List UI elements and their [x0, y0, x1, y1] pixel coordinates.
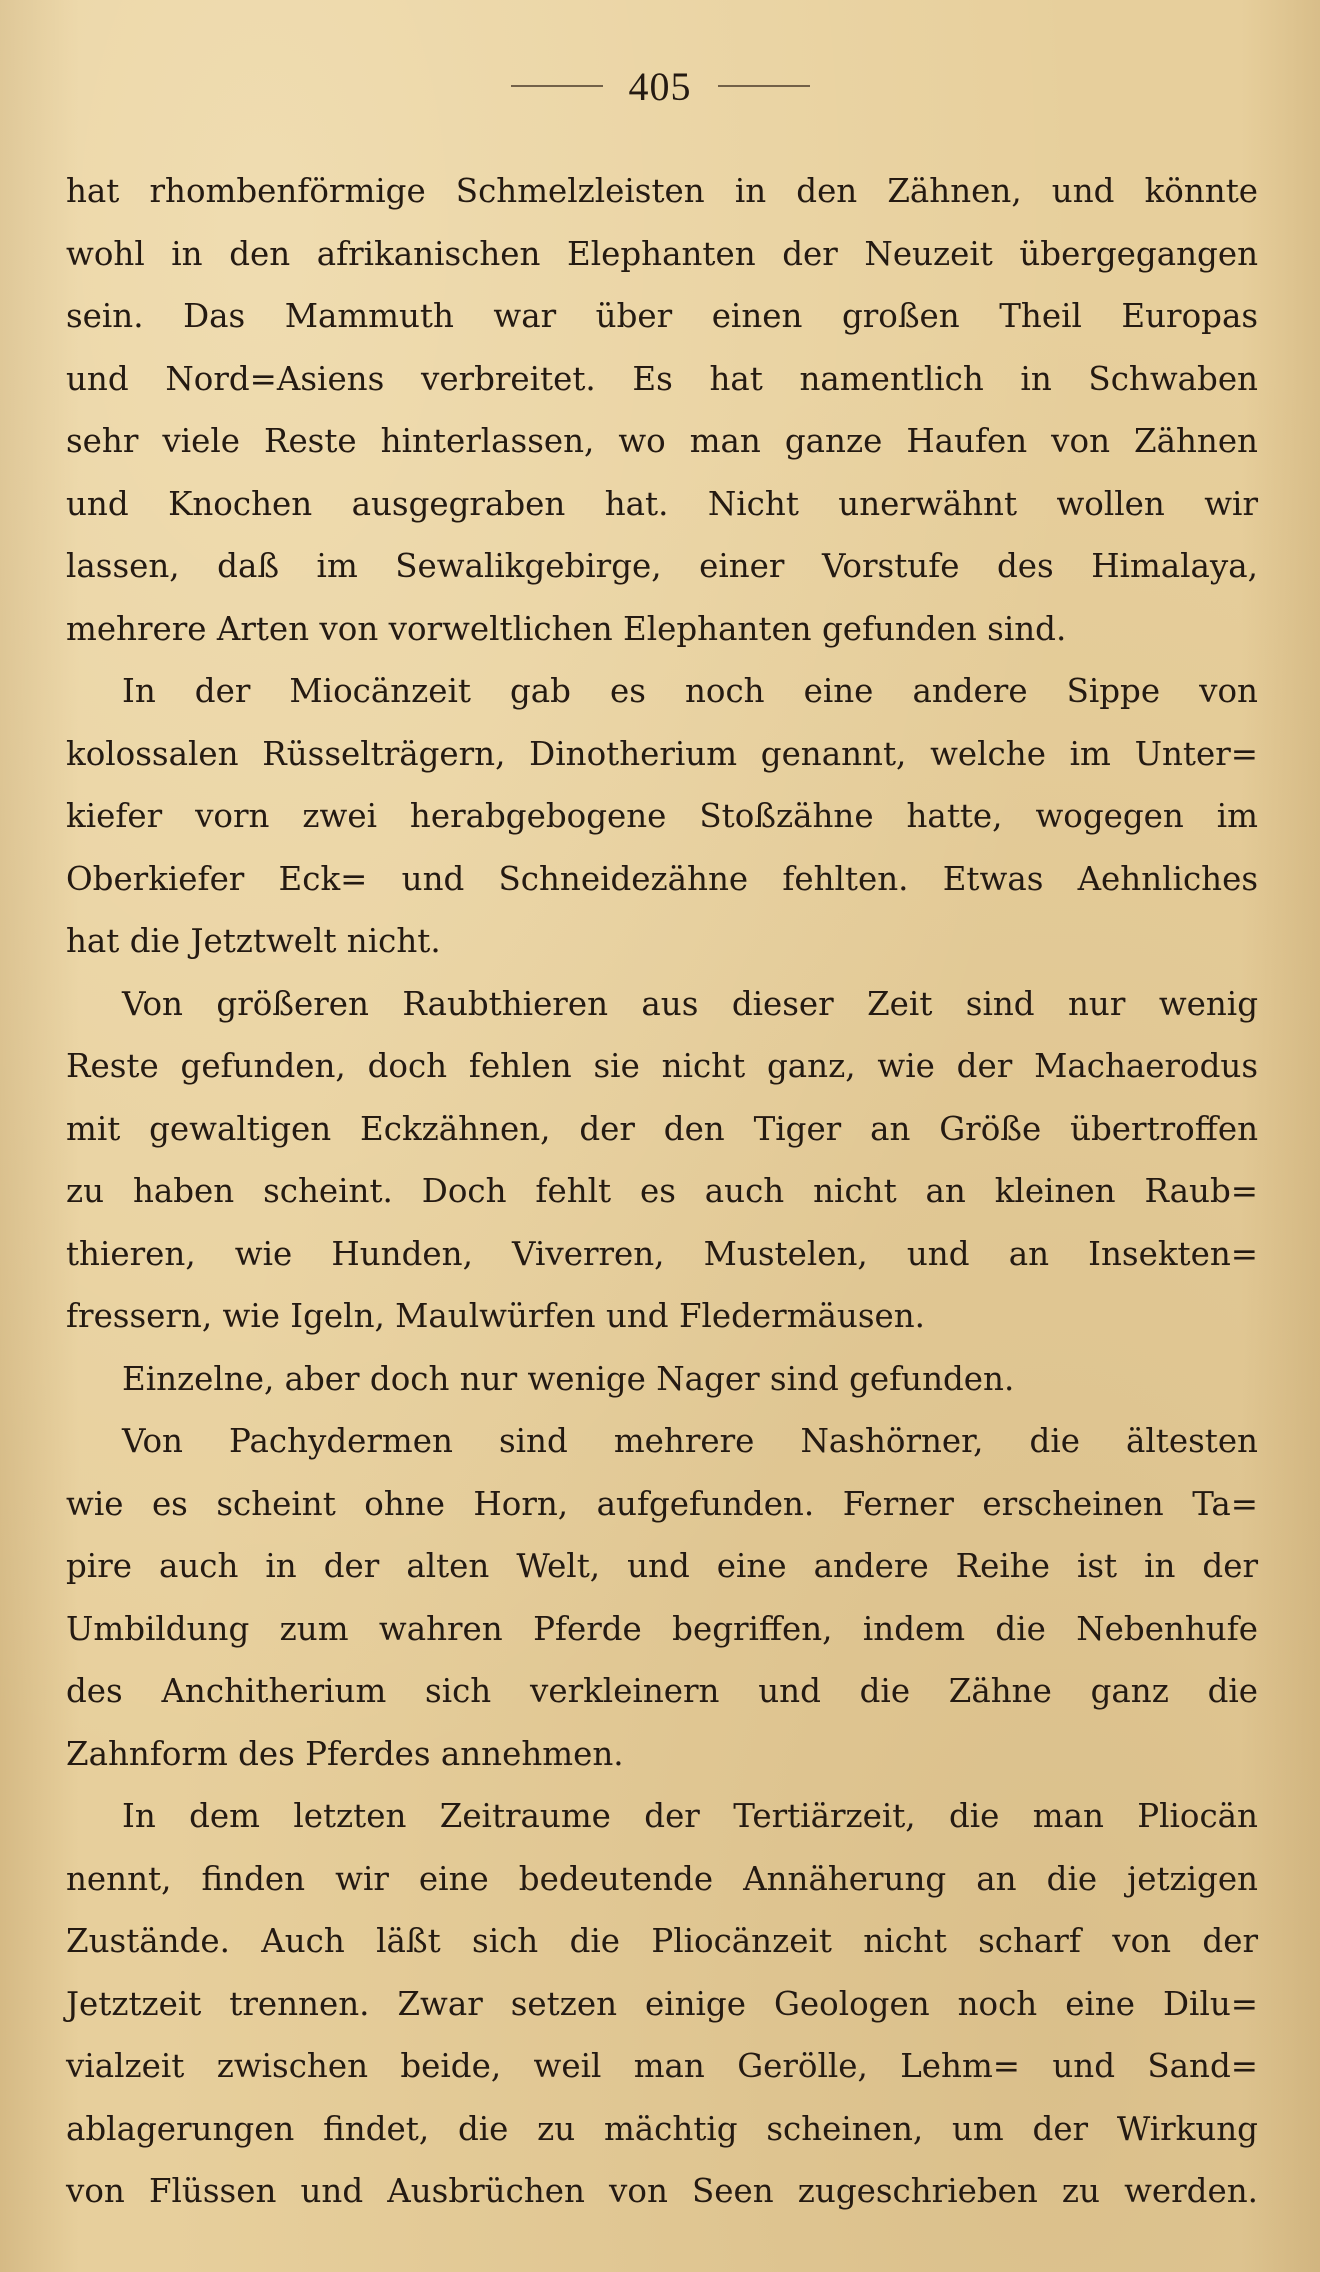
text-line: kiefer vorn zwei herabgebogene Stoßzähne hatte, wogegen im [66, 797, 1258, 835]
paragraph-4 [66, 1348, 1258, 1411]
paragraph-2 [66, 660, 1258, 973]
text-line: In dem letzten Zeitraume der Tertiärzeit, die man Pliocän [122, 1797, 1258, 1835]
text-line: des Anchitherium sich verkleinern und die Zähne ganz die [66, 1672, 1258, 1710]
text-line: nennt, finden wir eine bedeutende Annäherung an die jetzigen [66, 1859, 1258, 1898]
text-line: hat die Jetztwelt nicht. [66, 922, 441, 960]
text-line: Zustände. Auch läßt sich die Pliocänzeit nicht scharf von der [66, 1922, 1258, 1960]
text-line: und Knochen ausgegraben hat. Nicht unerwähnt wollen wir [66, 484, 1258, 523]
text-line: mit gewaltigen Eckzähnen, der den Tiger an Größe übertroffen [66, 1109, 1258, 1148]
text-line: lassen, daß im Sewalikgebirge, einer Vorstufe des Himalaya, [66, 547, 1258, 585]
text-line: kolossalen Rüsselträgern, Dinotherium genannt, welche im Unter= [66, 734, 1258, 773]
text-line: fressern, wie Igeln, Maulwürfen und Fledermäusen. [66, 1297, 925, 1335]
text-line: Reste gefunden, doch fehlen sie nicht ganz, wie der Machaerodus [66, 1047, 1258, 1085]
text-line: mehrere Arten von vorweltlichen Elephanten gefunden sind. [66, 609, 1067, 648]
text-line: pire auch in der alten Welt, und eine andere Reihe ist in der [66, 1547, 1258, 1585]
text-line: Jetztzeit trennen. Zwar setzen einige Geologen noch eine Dilu= [66, 1984, 1258, 2023]
text-line: von Flüssen und Ausbrüchen von Seen zugeschrieben zu werden. [66, 2172, 1258, 2210]
text-line: vialzeit zwischen beide, weil man Gerölle, Lehm= und Sand= [66, 2047, 1258, 2085]
paragraph-5 [66, 1410, 1258, 1785]
paragraph-6 [66, 1785, 1258, 2223]
body-text [66, 160, 1258, 2223]
text-line: sein. Das Mammuth war über einen großen Theil Europas [66, 297, 1258, 335]
page-number: 405 [628, 63, 692, 109]
paragraph-1 [66, 160, 1258, 660]
text-line: hat rhombenförmige Schmelzleisten in den Zähnen, und könnte [66, 172, 1258, 210]
text-line: wie es scheint ohne Horn, aufgefunden. Ferner erscheinen Ta= [66, 1484, 1258, 1523]
page-header [0, 56, 1320, 116]
paragraph-3 [66, 973, 1258, 1348]
text-line: Zahnform des Pferdes annehmen. [66, 1734, 624, 1773]
text-line: wohl in den afrikanischen Elephanten der Neuzeit übergegangen [66, 234, 1258, 273]
header-rule-right [718, 85, 810, 87]
text-line: und Nord=Asiens verbreitet. Es hat namentlich in Schwaben [66, 359, 1258, 398]
text-line: Von größeren Raubthieren aus dieser Zeit sind nur wenig [122, 984, 1258, 1023]
text-line: Umbildung zum wahren Pferde begriffen, indem die Nebenhufe [66, 1609, 1258, 1648]
text-line: In der Miocänzeit gab es noch eine andere Sippe von [122, 672, 1258, 710]
header-rule-left [511, 85, 603, 87]
text-line: Einzelne, aber doch nur wenige Nager sind gefunden. [122, 1359, 1015, 1398]
text-line: Oberkiefer Eck= und Schneidezähne fehlten. Etwas Aehnliches [66, 859, 1258, 898]
text-line: thieren, wie Hunden, Viverren, Mustelen, und an Insekten= [66, 1234, 1258, 1273]
text-line: Von Pachydermen sind mehrere Nashörner, die ältesten [122, 1422, 1258, 1460]
text-line: ablagerungen findet, die zu mächtig scheinen, um der Wirkung [66, 2109, 1258, 2148]
text-line: zu haben scheint. Doch fehlt es auch nicht an kleinen Raub= [66, 1172, 1258, 1210]
text-line: sehr viele Reste hinterlassen, wo man ganze Haufen von Zähnen [66, 422, 1258, 460]
